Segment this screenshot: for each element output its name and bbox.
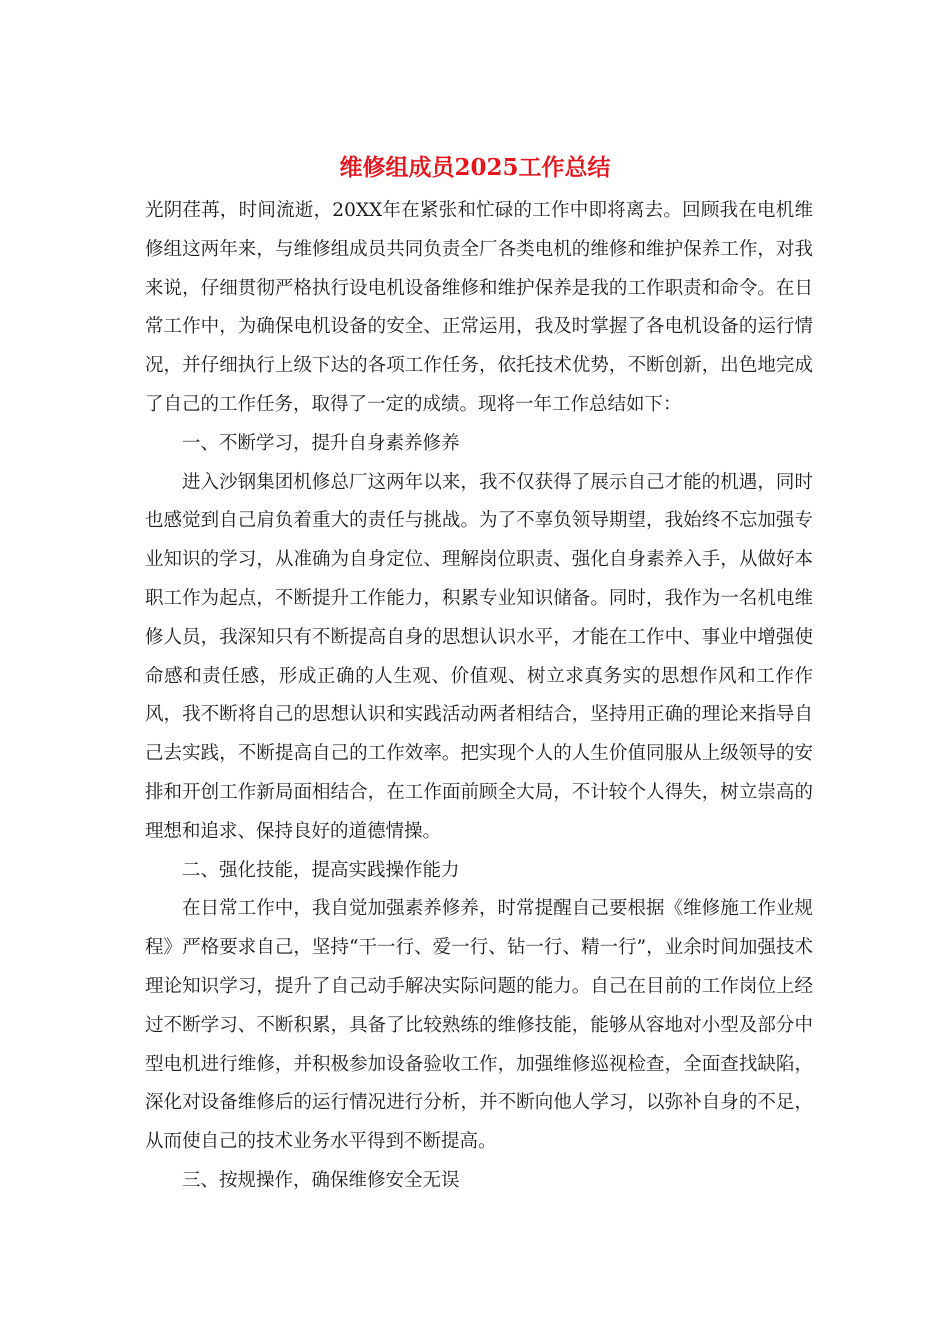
document-body [145,192,813,1201]
section-paragraph-2: 在日常工作中，我自觉加强素养修养，时常提醒自己要根据《维修施工作业规程》严格要求自己，坚持“干一行、爱一行、钻一行、精一行”，业余时间加强技术理论知识学习，提升了自己动手解决实际问题的能力。自己在目前的工作岗位上经过不断学习、不断积累，具备了比较熟练的维修技能，能够从容地对小型及部分中型电机进行维修，并积极参加设备验收工作，加强维修巡视检查，全面查找缺陷，深化对设备维修后的运行情况进行分析，并不断向他人学习，以弥补自身的不足，从而使自己的技术业务水平得到不断提高。 [145,898,813,1153]
section-paragraph-1: 进入沙钢集团机修总厂这两年以来，我不仅获得了展示自己才能的机遇，同时也感觉到自己肩负着重大的责任与挑战。为了不辜负领导期望，我始终不忘加强专业知识的学习，从准确为自身定位、理解岗位职责、强化自身素养入手，从做好本职工作为起点，不断提升工作能力，积累专业知识储备。同时，我作为一名机电维修人员，我深知只有不断提高自身的思想认识水平，才能在工作中、事业中增强使命感和责任感，形成正确的人生观、价值观、树立求真务实的思想作风和工作作风，我不断将自己的思想认识和实践活动两者相结合，坚持用正确的理论来指导自己去实践，不断提高自己的工作效率。把实现个人的人生价值同服从上级领导的安排和开创工作新局面相结合，在工作面前顾全大局，不计较个人得失，树立崇高的理想和追求、保持良好的道德情操。 [145,471,813,842]
section-heading-2: 二、强化技能，提高实践操作能力 [182,859,460,881]
document-title: 维修组成员2025工作总结 [339,154,611,181]
section-heading-1: 一、不断学习，提升自身素养修养 [182,432,460,454]
intro-paragraph: 光阴荏苒，时间流逝，20XX年在紧张和忙碌的工作中即将离去。回顾我在电机维修组这两年来，与维修组成员共同负责全厂各类电机的维修和维护保养工作，对我来说，仔细贯彻严格执行设电机设备维修和维护保养是我的工作职责和命令。在日常工作中，为确保电机设备的安全、正常运用，我及时掌握了各电机设备的运行情况，并仔细执行上级下达的各项工作任务，依托技术优势，不断创新，出色地完成了自己的工作任务，取得了一定的成绩。现将一年工作总结如下： [145,200,813,415]
section-heading-3: 三、按规操作，确保维修安全无误 [182,1169,460,1191]
